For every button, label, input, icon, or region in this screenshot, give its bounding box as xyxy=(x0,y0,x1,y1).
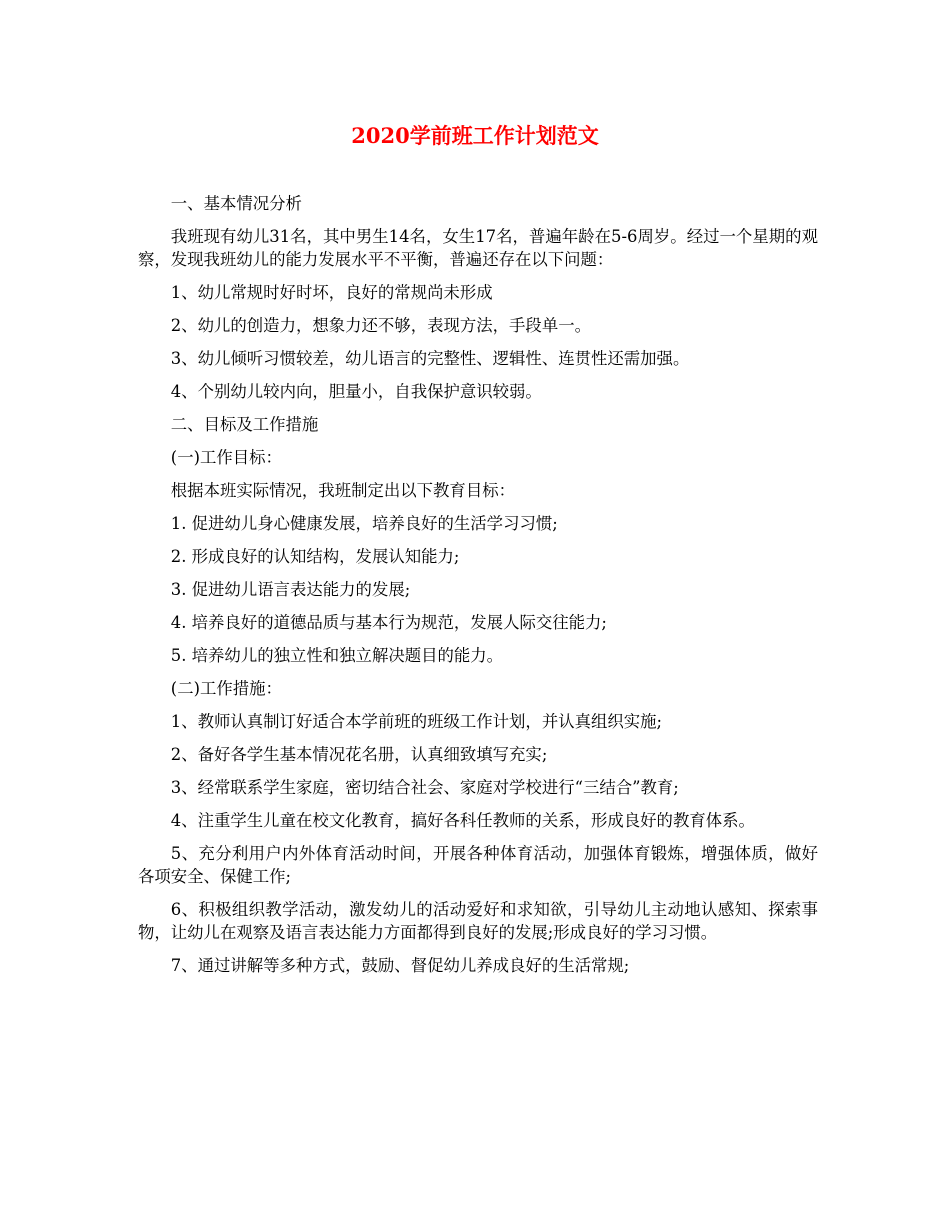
paragraph: 4、个别幼儿较内向，胆量小，自我保护意识较弱。 xyxy=(170,382,542,401)
paragraph: 2、幼儿的创造力，想象力还不够，表现方法，手段单一。 xyxy=(170,316,591,335)
paragraph: 3、经常联系学生家庭，密切结合社会、家庭对学校进行“三结合”教育; xyxy=(170,778,679,797)
paragraph: 根据本班实际情况，我班制定出以下教育目标： xyxy=(170,481,515,500)
paragraph: 5. 培养幼儿的独立性和独立解决题目的能力。 xyxy=(170,646,504,665)
paragraph: 7、通过讲解等多种方式，鼓励、督促幼儿养成良好的生活常规; xyxy=(170,956,630,975)
paragraph: 2、备好各学生基本情况花名册，认真细致填写充实; xyxy=(170,745,548,764)
document-body xyxy=(138,192,818,987)
paragraph: 二、目标及工作措施 xyxy=(170,415,319,434)
paragraph: 一、基本情况分析 xyxy=(170,194,302,213)
paragraph: 2. 形成良好的认知结构，发展认知能力; xyxy=(170,547,460,566)
paragraph: 我班现有幼儿31名，其中男生14名，女生17名，普遍年龄在5-6周岁。经过一个星期的观察，发现我班幼儿的能力发展水平不平衡，普遍还存在以下问题： xyxy=(138,227,818,269)
paragraph: 1、教师认真制订好适合本学前班的班级工作计划，并认真组织实施; xyxy=(170,712,663,731)
paragraph: 3. 促进幼儿语言表达能力的发展; xyxy=(170,580,411,599)
paragraph: (一)工作目标： xyxy=(170,448,282,467)
paragraph: 1、幼儿常规时好时坏，良好的常规尚未形成 xyxy=(170,283,493,302)
paragraph: 6、积极组织教学活动，激发幼儿的活动爱好和求知欲，引导幼儿主动地认感知、探索事物，让幼儿在观察及语言表达能力方面都得到良好的发展;形成良好的学习习惯。 xyxy=(138,900,818,942)
paragraph: 4、注重学生儿童在校文化教育，搞好各科任教师的关系，形成良好的教育体系。 xyxy=(170,811,755,830)
document-title: 2020学前班工作计划范文 xyxy=(351,123,599,148)
paragraph: 3、幼儿倾听习惯较差，幼儿语言的完整性、逻辑性、连贯性还需加强。 xyxy=(170,349,690,368)
paragraph: 1. 促进幼儿身心健康发展，培养良好的生活学习习惯; xyxy=(170,514,558,533)
paragraph: (二)工作措施： xyxy=(170,679,282,698)
paragraph: 5、充分利用户内外体育活动时间，开展各种体育活动，加强体育锻炼，增强体质，做好各项安全、保健工作; xyxy=(138,844,818,886)
paragraph: 4. 培养良好的道德品质与基本行为规范，发展人际交往能力; xyxy=(170,613,607,632)
